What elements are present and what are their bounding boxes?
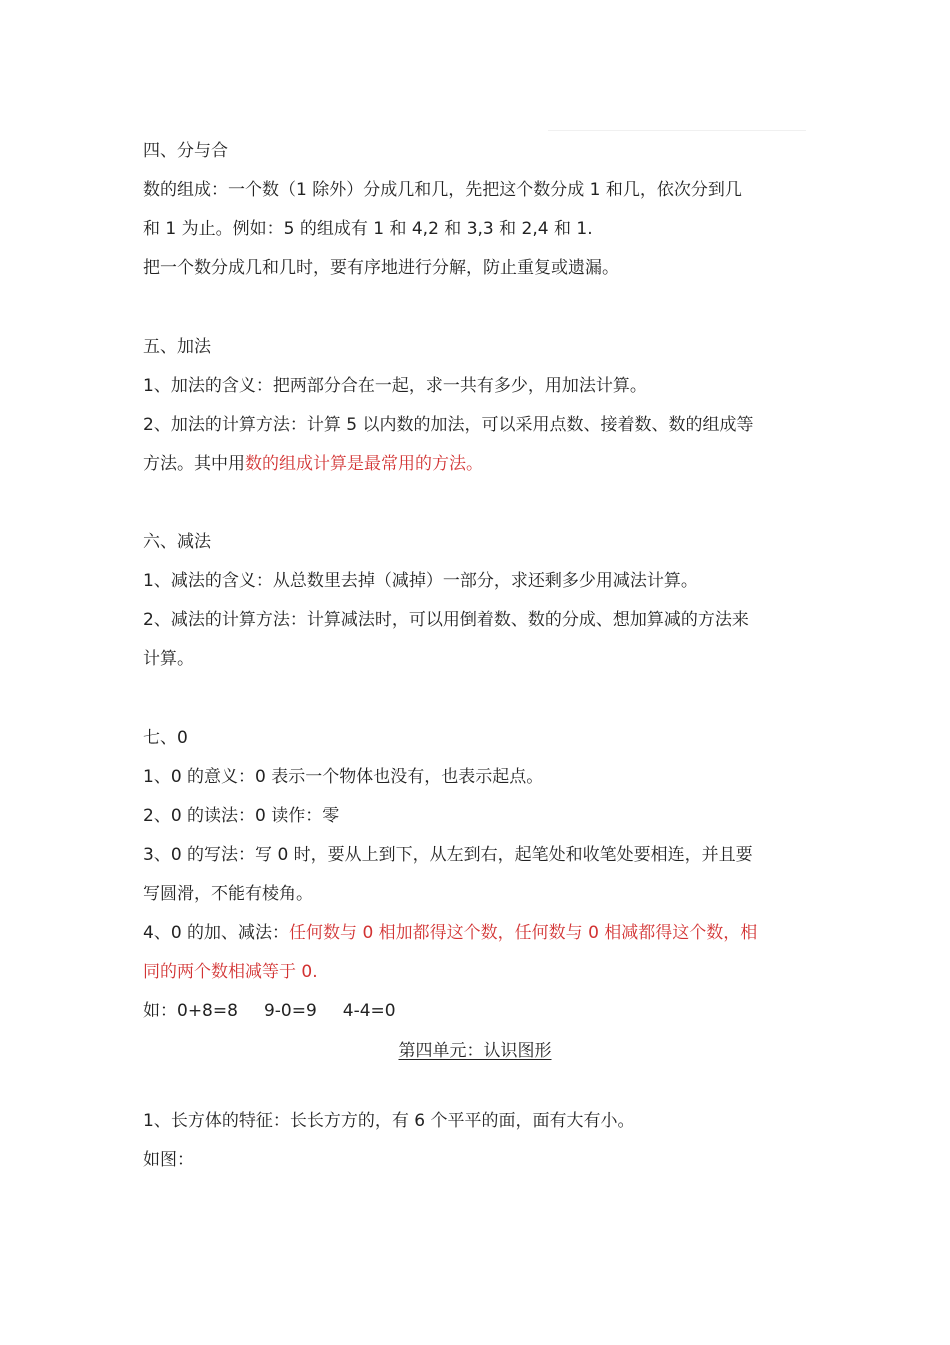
section-seven-paragraph-1: 1、0 的意义：0 表示一个物体也没有，也表示起点。 (143, 767, 544, 787)
section-six-paragraph-3: 计算。 (143, 649, 194, 669)
section-five-title: 五、加法 (143, 337, 211, 357)
section-four-paragraph-2: 和 1 为止。例如：5 的组成有 1 和 4,2 和 3,3 和 2,4 和 1. (143, 219, 593, 239)
section-four-paragraph-3: 把一个数分成几和几时，要有序地进行分解，防止重复或遗漏。 (143, 258, 619, 278)
divider (548, 130, 806, 131)
section-seven-examples (143, 999, 396, 1023)
example-equation-3: 4-4=0 (342, 1001, 396, 1021)
section-five-paragraph-1: 1、加法的含义：把两部分合在一起，求一共有多少，用加法计算。 (143, 376, 647, 396)
section-seven-title: 七、0 (143, 728, 188, 748)
section-seven-paragraph-3: 3、0 的写法：写 0 时，要从上到下，从左到右，起笔处和收笔处要相连，并且要 (143, 845, 753, 865)
unit-four-paragraph-1: 1、长方体的特征：长长方方的，有 6 个平平的面，面有大有小。 (143, 1111, 635, 1131)
section-five-paragraph-3 (143, 452, 483, 476)
section-seven-paragraph-5 (143, 921, 757, 945)
unit-four-title: 第四单元：认识图形 (398, 1041, 552, 1061)
unit-four-heading (0, 1039, 950, 1063)
unit-four-paragraph-2: 如图： (143, 1150, 194, 1170)
section-seven-paragraph-5-text: 4、0 的加、减法： (143, 923, 290, 943)
section-five-paragraph-2: 2、加法的计算方法：计算 5 以内数的加法，可以采用点数、接着数、数的组成等 (143, 415, 754, 435)
section-four-title: 四、分与合 (143, 141, 228, 161)
section-seven-paragraph-2: 2、0 的读法：0 读作：零 (143, 806, 340, 826)
section-five-highlight: 数的组成计算是最常用的方法。 (245, 454, 483, 474)
section-six-paragraph-1: 1、减法的含义：从总数里去掉（减掉）一部分，求还剩多少用减法计算。 (143, 571, 698, 591)
section-six-paragraph-2: 2、减法的计算方法：计算减法时，可以用倒着数、数的分成、想加算减的方法来 (143, 610, 749, 630)
examples-label: 如： (143, 1001, 177, 1021)
section-seven-paragraph-4: 写圆滑，不能有棱角。 (143, 884, 313, 904)
section-six-title: 六、减法 (143, 532, 211, 552)
section-seven-highlight-1: 任何数与 0 相加都得这个数，任何数与 0 相减都得这个数，相 (289, 923, 758, 943)
section-seven-highlight-2: 同的两个数相减等于 0. (143, 962, 318, 982)
section-four-paragraph-1: 数的组成：一个数（1 除外）分成几和几，先把这个数分成 1 和几，依次分到几 (143, 180, 742, 200)
example-equation-1: 0+8=8 (177, 1001, 238, 1021)
example-equation-2: 9-0=9 (263, 1001, 317, 1021)
section-five-paragraph-3-text: 方法。其中用 (143, 454, 245, 474)
